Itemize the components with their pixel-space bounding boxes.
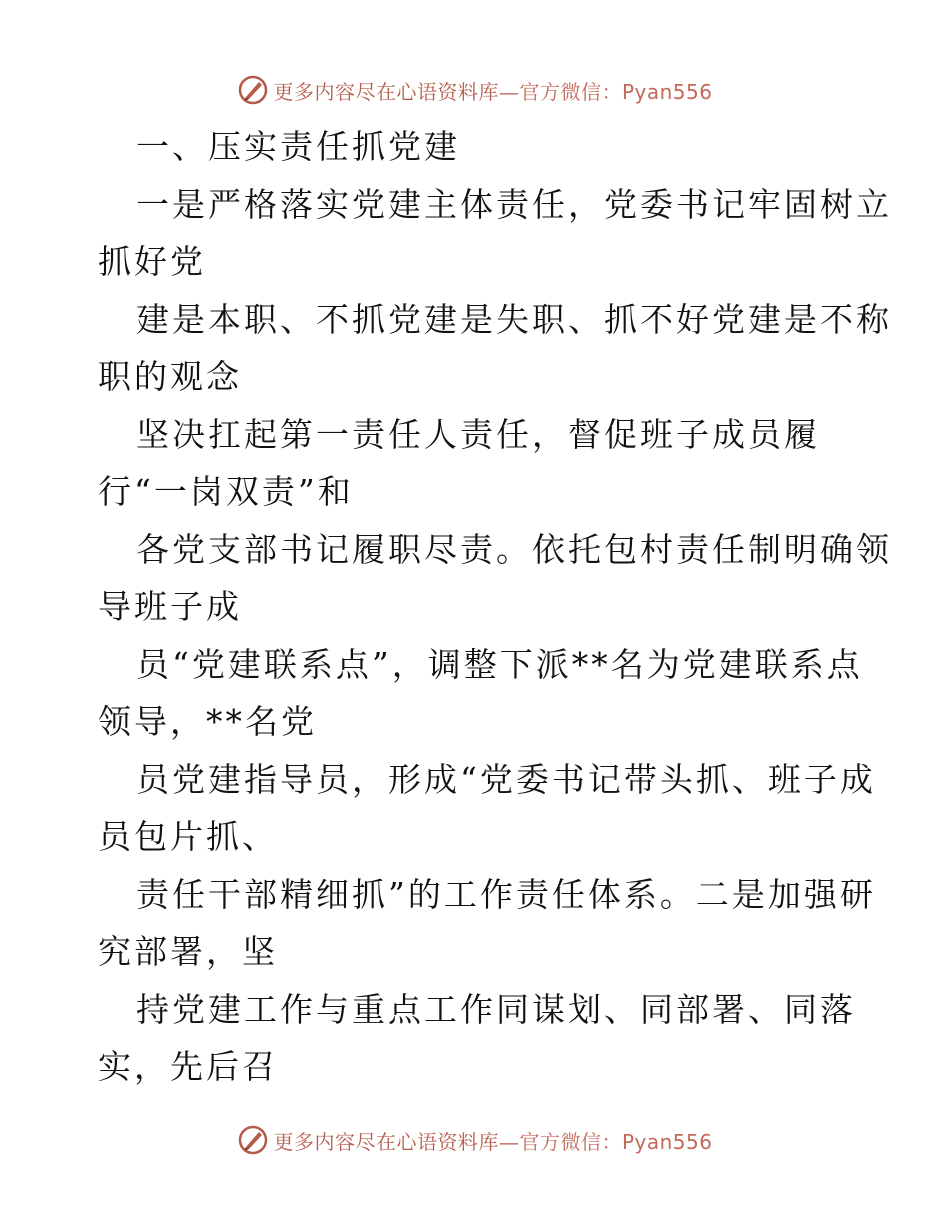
- paragraph-line: 建是本职、不抓党建是失职、抓不好党建是不称: [136, 299, 892, 339]
- paragraph-line: 员包片抓、: [98, 817, 278, 856]
- paragraph-line: 员“党建联系点”，调整下派**名为党建联系点: [136, 644, 863, 684]
- paragraph-line: 究部署，坚: [98, 932, 278, 971]
- banner-text: 更多内容尽在心语资料库—官方微信：Pyan556: [273, 1129, 713, 1154]
- paragraph-line: 员党建指导员，形成“党委书记带头抓、班子成: [136, 759, 876, 799]
- paragraph-line: 责任干部精细抓”的工作责任体系。二是加强研: [136, 874, 876, 914]
- banner-text: 更多内容尽在心语资料库—官方微信：Pyan556: [273, 79, 713, 104]
- paragraph-line: 领导，**名党: [98, 702, 317, 741]
- paragraph-line: 持党建工作与重点工作同谋划、同部署、同落: [136, 989, 856, 1029]
- paragraph-line: 抓好党: [98, 242, 206, 281]
- paragraph-line: 各党支部书记履职尽责。依托包村责任制明确领: [136, 529, 892, 569]
- footer-watermark: [0, 1120, 950, 1160]
- section-heading: 一、压实责任抓党建: [136, 127, 460, 166]
- quill-pen-seal-icon: [237, 1124, 269, 1156]
- paragraph-line: 导班子成: [98, 587, 242, 626]
- paragraph-line: 职的观念: [98, 357, 242, 396]
- paragraph-line: 行“一岗双责”和: [98, 472, 354, 511]
- document-body: [98, 118, 892, 1096]
- quill-pen-seal-icon: [237, 74, 269, 106]
- paragraph-line: 一是严格落实党建主体责任，党委书记牢固树立: [136, 184, 892, 224]
- paragraph-line: 坚决扛起第一责任人责任，督促班子成员履: [136, 414, 820, 454]
- header-watermark: [0, 70, 950, 110]
- paragraph-line: 实，先后召: [98, 1047, 278, 1086]
